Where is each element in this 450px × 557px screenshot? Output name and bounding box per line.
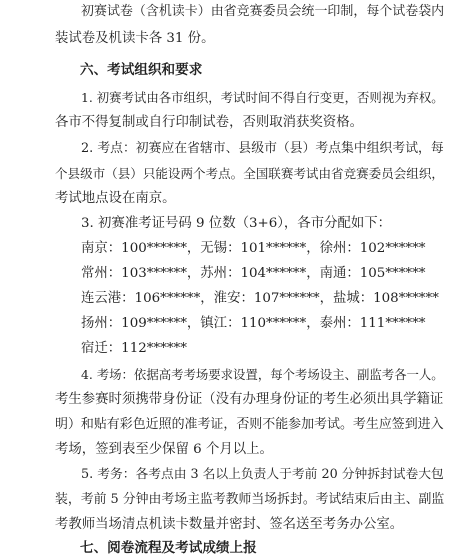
intro-line-2: 装试卷及机读卡各 31 份。 (55, 31, 215, 46)
exam-code-row-5: 宿迁：112****** (81, 341, 187, 356)
exam-code-row-1: 南京：100******，无锡：101******，徐州：102****** (81, 241, 426, 256)
para-5-line-3: 考教师当场清点机读卡数量并密封、签名送至考务办公室。 (55, 517, 404, 532)
para-2-line-2: 个县级市（县）只能设两个考点。全国联赛考试由省竞赛委员会组织， (55, 166, 444, 181)
exam-code-row-2: 常州：103******，苏州：104******，南通：105****** (81, 266, 426, 281)
para-5-line-2: 装，考前 5 分钟由考场主监考教师当场拆封。考试结束后由主、副监 (55, 492, 445, 507)
para-2-line-1: 2. 考点：初赛应在省辖市、县级市（县）考点集中组织考试，每 (81, 141, 444, 156)
para-1-line-2: 各市不得复制或自行印制试卷，否则取消获奖资格。 (55, 115, 363, 130)
para-1-line-1: 1. 初赛考试由各市组织，考试时间不得自行变更，否则视为弃权。 (81, 90, 444, 105)
para-4-line-3: 明）和贴有彩色近照的准考证，否则不能参加考试。考生应签到进入 (55, 417, 444, 432)
para-3-line-1: 3. 初赛准考证号码 9 位数（3+6），各市分配如下： (81, 216, 392, 231)
para-4-line-4: 考场，签到表至少保留 6 个月以上。 (55, 442, 273, 457)
para-4-line-1: 4. 考场：依据高考考场要求设置，每个考场设主、副监考各一人。 (81, 367, 444, 382)
section-7-heading: 七、阅卷流程及考试成绩上报 (80, 540, 257, 556)
exam-code-row-3: 连云港：106******，淮安：107******，盐城：108****** (81, 291, 439, 306)
intro-line-1: 初赛试卷（含机读卡）由省竞赛委员会统一印制，每个试卷袋内 (81, 4, 445, 19)
para-5-line-1: 5. 考务：各考点由 3 名以上负责人于考前 20 分钟拆封试卷大包 (81, 467, 444, 482)
para-4-line-2: 考生参赛时须携带身份证（没有办理身份证的考生必须出具学籍证 (55, 392, 444, 407)
para-2-line-3: 考试地点设在南京。 (55, 191, 176, 206)
exam-code-row-4: 扬州：109******，镇江：110******，泰州：111****** (81, 316, 426, 331)
section-6-heading: 六、考试组织和要求 (80, 62, 203, 78)
